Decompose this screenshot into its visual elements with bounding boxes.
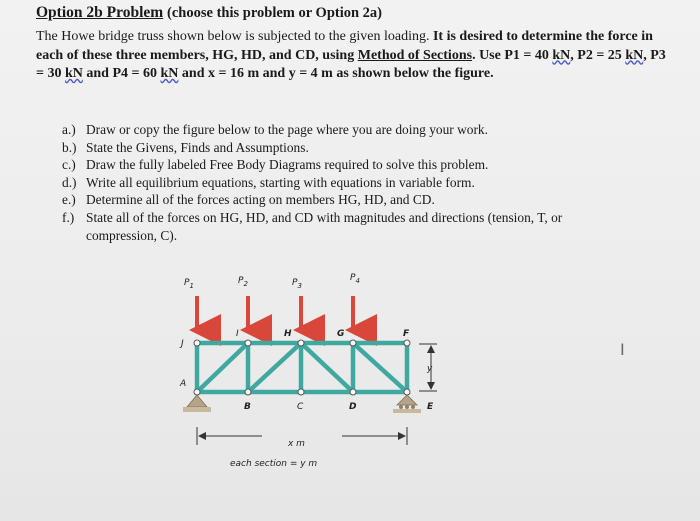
task-text: Draw the fully labeled Free Body Diagrams required to solve this problem. [86, 157, 489, 173]
label-p2: $P_2$ [238, 276, 248, 288]
joint-d [350, 389, 356, 395]
joint-j [194, 340, 200, 346]
title-sub: (choose this problem or Option 2a) [167, 5, 383, 21]
title-main: Option 2b Problem [36, 4, 164, 21]
task-text: Write all equilibrium equations, starting with equations in variable form. [86, 174, 475, 190]
task-text: Determine all of the forces acting on members HG, HD, and CD. [86, 192, 435, 208]
unit-kn-2: kN [625, 47, 644, 63]
task-label: b.) [62, 139, 77, 155]
node-label-i: I [236, 329, 239, 339]
joint-f [404, 340, 410, 346]
joint-g [350, 340, 356, 346]
joint-b [245, 389, 251, 395]
node-label-h: H [284, 329, 292, 339]
joint-a [194, 389, 200, 395]
para-part-9: as shown below the figure. [336, 66, 494, 81]
member-ge [353, 343, 407, 392]
support-roller-e [393, 395, 421, 413]
member-bh [248, 343, 301, 392]
joint-c [298, 389, 304, 395]
label-p4: $P_4$ [350, 273, 360, 285]
unit-kn-4: kN [160, 66, 179, 81]
para-part-5: , P2 = 25 [570, 47, 622, 63]
task-text: State all of the forces on HG, HD, and CD with magnitudes and directions (tension, T, or [86, 209, 563, 225]
task-label: a.) [62, 122, 76, 137]
node-label-b: B [244, 402, 251, 412]
para-part-6: , P3 = 30 [36, 47, 666, 81]
node-label-c: C [297, 402, 304, 412]
unit-kn-1: kN [552, 47, 571, 63]
node-label-f: F [403, 329, 410, 339]
dimension-y-label: y [427, 364, 433, 374]
task-text: Draw or copy the figure below to the page where you are doing your work. [86, 122, 488, 137]
task-label: c.) [62, 157, 76, 173]
para-part-1: The Howe bridge truss shown below is subjected to the given loading. [36, 29, 430, 44]
para-part-7: and P4 = 60 [86, 66, 157, 81]
joint-h [298, 340, 304, 346]
truss-members [197, 343, 407, 392]
label-p3: $P_3$ [292, 278, 302, 290]
para-part-4: . Use P1 = 40 [472, 47, 549, 63]
joint-e [404, 389, 410, 395]
load-arrows [197, 296, 353, 330]
support-pin-a [183, 395, 211, 412]
member-hd [301, 343, 353, 392]
label-p1: $P_1$ [184, 278, 194, 290]
joint-i [245, 340, 251, 346]
task-label: e.) [62, 192, 76, 208]
node-label-e: E [427, 402, 434, 412]
task-label: f.) [62, 209, 75, 225]
unit-kn-3: kN [64, 66, 83, 81]
node-label-j: J [181, 339, 184, 349]
task-label: d.) [62, 174, 77, 190]
node-label-a: A [180, 379, 187, 389]
dimension-x-label: x m [288, 439, 305, 449]
text-cursor-icon: I [620, 340, 625, 359]
task-text: State the Givens, Finds and Assumptions. [86, 139, 309, 155]
task-text-continued: compression, C). [86, 227, 178, 243]
para-part-8: and x = 16 m and y = 4 m [181, 66, 333, 81]
para-method: Method of Sections [357, 47, 473, 63]
figure-caption: each section = y m [230, 459, 318, 469]
para-part-2: It is desired to determine the force in each of these three members, HG, HD, and CD, using [36, 29, 653, 63]
node-label-d: D [349, 402, 357, 412]
member-ai [197, 343, 248, 392]
node-label-g: G [337, 329, 345, 339]
